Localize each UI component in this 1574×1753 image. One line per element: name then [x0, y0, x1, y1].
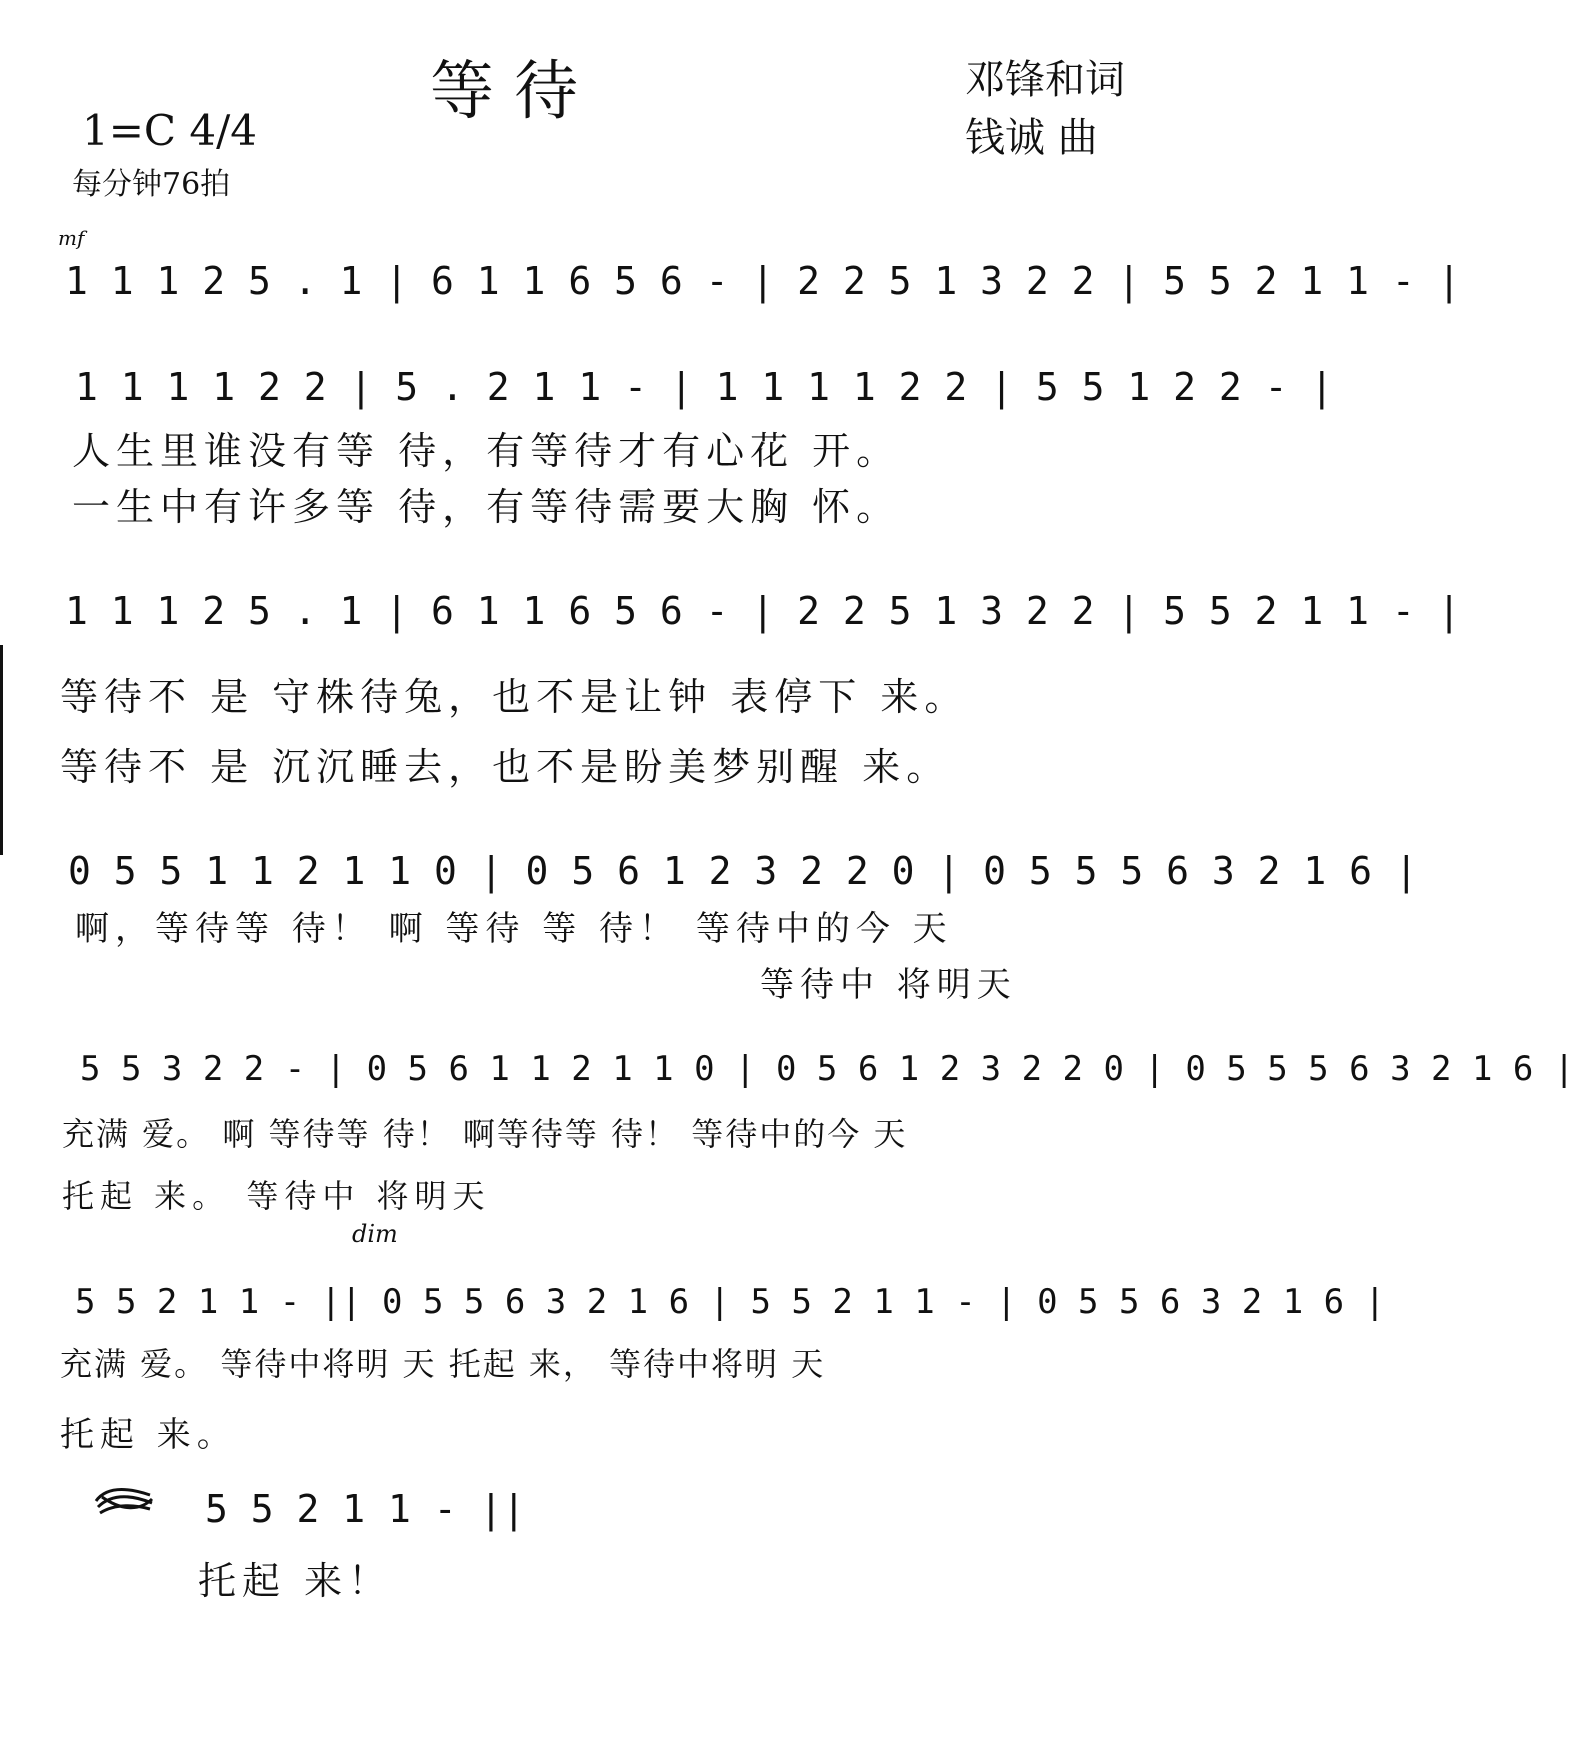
page-title: 等待 — [430, 55, 598, 129]
notation-line-3: 1 1 1 2 5 . 1 | 6 1 1 6 5 6 - | 2 2 5 1 3 2 2 | 5 5 2 1 1 - | — [65, 589, 1461, 633]
lyric-line-2b: 一生中有许多等 待，有等待需要大胸 怀。 — [72, 485, 901, 529]
lyric-line-4b: 等待中 将明天 — [760, 965, 1017, 1005]
scan-edge-mark — [0, 645, 3, 855]
notation-line-2: 1 1 1 1 2 2 | 5 . 2 1 1 - | 1 1 1 1 2 2 | 5 5 1 2 2 - | — [75, 365, 1334, 409]
lyricist-credit: 邓锋和词 — [965, 57, 1125, 103]
crossed-out-scribble — [92, 1481, 156, 1521]
composer-credit: 钱诚 曲 — [965, 115, 1098, 161]
notation-line-5: 5 5 3 2 2 - | 0 5 6 1 1 2 1 1 0 | 0 5 6 1 2 3 2 2 0 | 0 5 5 5 6 3 2 1 6 | — [80, 1049, 1574, 1089]
lyric-line-2a: 人生里谁没有等 待，有等待才有心花 开。 — [72, 429, 901, 473]
lyric-line-3a: 等待不 是 守株待兔，也不是让钟 表停下 来。 — [60, 675, 969, 719]
lyric-line-5b: 托起 来。 等待中 将明天 — [62, 1177, 491, 1215]
notation-line-7: 5 5 2 1 1 - || — [205, 1487, 526, 1531]
dynamic-dim: dim — [352, 1220, 398, 1248]
key-signature: 1=C 4/4 — [82, 106, 257, 155]
dynamic-mf: mf — [58, 226, 85, 250]
notation-line-6: 5 5 2 1 1 - || 0 5 5 6 3 2 1 6 | 5 5 2 1 1 - | 0 5 5 6 3 2 1 6 | — [75, 1282, 1386, 1322]
lyric-line-6b: 托起 来。 — [60, 1415, 237, 1455]
notation-line-1: 1 1 1 2 5 . 1 | 6 1 1 6 5 6 - | 2 2 5 1 3 2 2 | 5 5 2 1 1 - | — [65, 259, 1461, 303]
lyric-line-4a: 啊，等待等 待！ 啊 等待 等 待！ 等待中的今 天 — [75, 909, 953, 949]
lyric-line-6a: 充满 爱。 等待中将明 天 托起 来， 等待中将明 天 — [60, 1345, 826, 1383]
notation-line-4: 0 5 5 1 1 2 1 1 0 | 0 5 6 1 2 3 2 2 0 | 0 5 5 5 6 3 2 1 6 | — [68, 849, 1418, 893]
lyric-line-3b: 等待不 是 沉沉睡去，也不是盼美梦别醒 来。 — [60, 745, 951, 789]
lyric-line-5a: 充满 爱。 啊 等待等 待！ 啊等待等 待！ 等待中的今 天 — [62, 1115, 908, 1153]
tempo-marking: 每分钟76拍 — [72, 167, 231, 202]
lyric-line-7a: 托起 来！ — [198, 1559, 393, 1603]
